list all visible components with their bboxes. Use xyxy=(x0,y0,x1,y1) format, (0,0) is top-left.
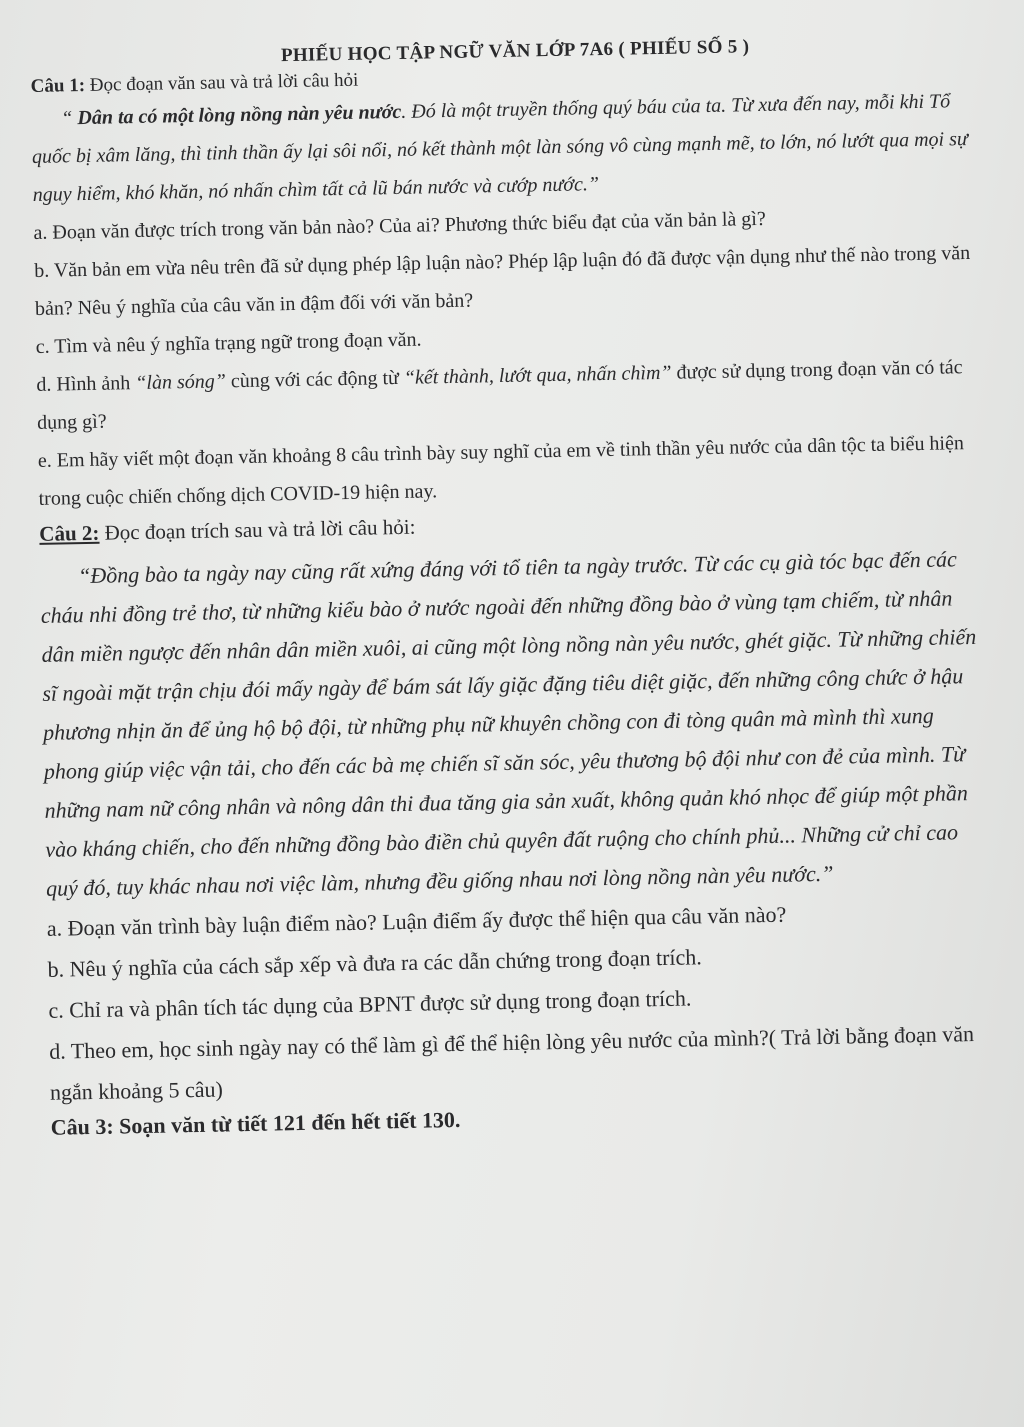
question-3: Câu 3: Soạn văn từ tiết 121 đến hết tiết 130. xyxy=(50,1106,461,1140)
question-2-label: Câu 2: xyxy=(39,520,100,546)
question-1-label: Câu 1: xyxy=(30,74,86,97)
question-1 xyxy=(30,58,988,518)
passage-bold-sentence: Dân ta có một lòng nồng nàn yêu nước xyxy=(77,100,402,130)
question-1-passage xyxy=(31,82,983,214)
question-1d-verbs-quote: “kết thành, lướt qua, nhấn chìm” xyxy=(403,361,672,389)
question-2d: d. Theo em, học sinh ngày nay có thể làm gì để thể hiện lòng yêu nước của mình?( Trả lời bằng đoạn văn ngắn khoảng 5 câu) xyxy=(48,1021,975,1105)
question-2-passage: “Đồng bào ta ngày nay cũng rất xứng đáng với tổ tiên ta ngày trước. Từ các cụ già tóc bạc đến các cháu nhi đồng trẻ thơ, từ những kiểu bào ở nước ngoài đến những đồng bào ở vùng tạm chiếm, từ nhân dân miền ngược đến nhân dân miền xuôi, ai cũng một lòng nồng nàn yêu nước, ghét giặc. Từ những chiến sĩ ngoài mặt trận chịu đói mấy ngày để bám sát lấy giặc đặng tiêu diệt giặc, đến những công chức ở hậu phương nhịn ăn để ủng hộ bộ đội, từ những phụ nữ khuyên chồng con đi tòng quân mà mình thì xung phong giúp việc vận tải, cho đến các bà mẹ chiến sĩ săn sóc, yêu thương bộ đội như con đẻ của mình. Từ những nam nữ công nhân và nông dân thi đua tăng gia sản xuất, không quản khó nhọc để giúp một phần vào kháng chiến, cho đến những đồng bào điền chủ quyên đất ruộng cho chính phủ... Những cử chỉ cao quý đó, tuy khác nhau nơi việc làm, nhưng đều giống nhau nơi lòng nồng nàn yêu nước.” xyxy=(40,546,977,901)
passage-open-quote: “ xyxy=(61,107,78,130)
question-1d-start: d. Hình ảnh xyxy=(36,372,136,396)
question-1e: e. Em hãy viết một đoạn văn khoảng 8 câu trình bày suy nghĩ của em về tinh thần yêu nước của dân tộc ta biểu hiện trong cuộc chiến chống dịch COVID-19 hiện nay. xyxy=(37,432,965,510)
question-1d-end: được sử dụng trong đoạn văn có tác dụng gì? xyxy=(36,356,963,434)
question-2c: c. Chỉ ra và phân tích tác dụng của BPNT được sử dụng trong đoạn trích. xyxy=(48,985,692,1023)
worksheet-title: PHIẾU HỌC TẬP NGỮ VĂN LỚP 7A6 ( PHIẾU SỐ 5 ) xyxy=(280,36,750,67)
question-2-instruction: Đọc đoạn trích sau và trả lời câu hỏi: xyxy=(99,514,416,545)
question-2a: a. Đoạn văn trình bày luận điểm nào? Luận điểm ấy được thể hiện qua câu văn nào? xyxy=(46,901,787,941)
question-2b: b. Nêu ý nghĩa của cách sắp xếp và đưa ra các dẫn chứng trong đoạn trích. xyxy=(47,944,703,982)
question-1a: a. Đoạn văn được trích trong văn bản nào? Của ai? Phương thức biểu đạt của văn bản là gì? xyxy=(33,207,766,244)
question-1d-image-quote: “làn sóng” xyxy=(135,370,227,395)
question-1c: c. Tìm và nêu ý nghĩa trạng ngữ trong đoạn văn. xyxy=(35,328,422,358)
passage-rest: . Đó là một truyền thống quý báu của ta. Từ xưa đến nay, mỗi khi Tổ quốc bị xâm lăng, thì tinh thần ấy lại sôi nổi, nó kết thành một làn sóng vô cùng mạnh mẽ, to lớn, nó lướt qua mọi sự nguy hiểm, khó khăn, nó nhấn chìm tất cả lũ bán nước và cướp nước.” xyxy=(31,90,968,206)
question-1-instruction: Đọc đoạn văn sau và trả lời câu hỏi xyxy=(84,69,359,96)
worksheet xyxy=(30,32,1001,1141)
question-1b: b. Văn bản em vừa nêu trên đã sử dụng phép lập luận nào? Phép lập luận đó đã được vận dụng như thế nào trong văn bản? Nêu ý nghĩa của câu văn in đậm đối với văn bản? xyxy=(34,241,971,320)
question-2 xyxy=(39,504,1000,1113)
question-1d-middle: cùng với các động từ xyxy=(225,366,405,393)
